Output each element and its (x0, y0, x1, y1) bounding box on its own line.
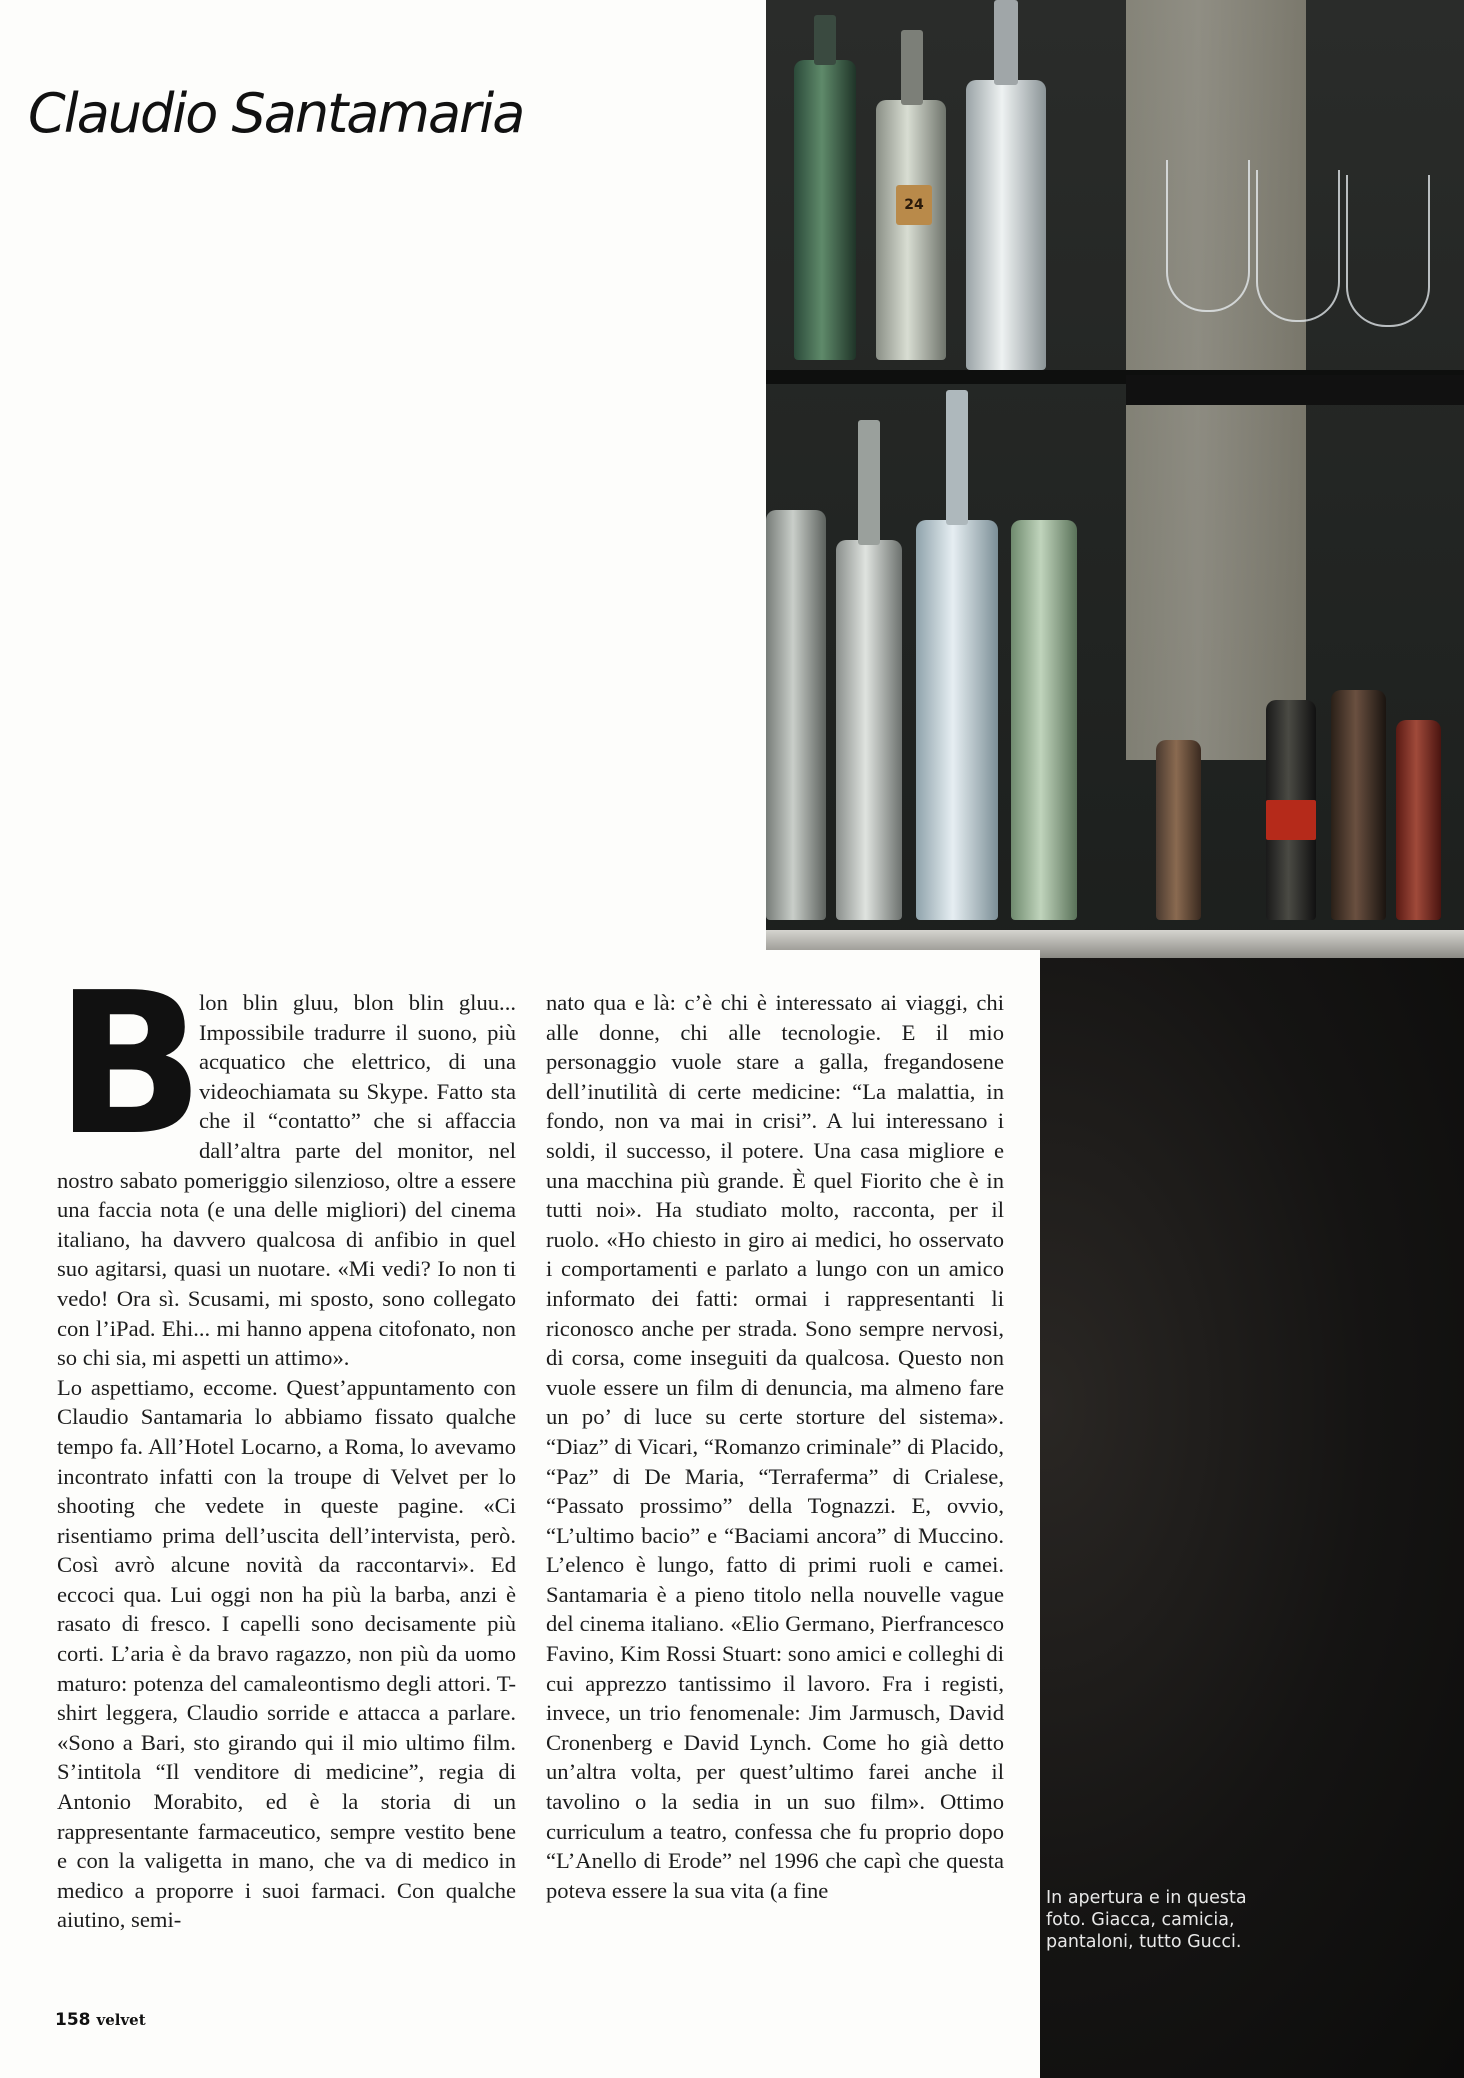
photo-caption: In apertura e in questa foto. Giacca, camicia, pantaloni, tutto Gucci. (1046, 1888, 1247, 1952)
article-paragraph-text: lon blin gluu, blon blin gluu... Impossibile tradurre il suono, più acquatico che elettrico, di una videochiamata su Skype. Fatto sta che il “contatto” che si affaccia dall’altra parte del monitor, nel nostro sabato pomeriggio silenzioso, oltre a essere una faccia nota (e una delle migliori) del cinema italiano, ha davvero qualcosa di anfibio in quel suo agitarsi, quasi un nuotare. «Mi vedi? Io non ti vedo! Ora sì. Scusami, mi sposto, sono collegato con l’iPad. Ehi... mi hanno appena citofonato, non so chi sia, mi aspetti un attimo». (57, 990, 516, 1371)
photo-bottle (1011, 520, 1077, 920)
article-paragraph (55, 951, 516, 1373)
article-paragraph: Lo aspettiamo, eccome. Quest’appuntamento con Claudio Santamaria lo abbiamo fissato qualche tempo fa. All’Hotel Locarno, a Roma, lo avevamo incontrato infatti con la troupe di Velvet per lo shooting che vedete in queste pagine. «Ci risentiamo prima dell’uscita dell’intervista, però. Così avrò alcune novità da raccontarvi». Ed eccoci qua. Lui oggi non ha più la barba, anzi è rasato di fresco. I capelli sono decisamente più corti. L’aria è da bravo ragazzo, non più da uomo maturo: potenza del camaleontismo degli attori. T-shirt leggera, Claudio sorride e attacca a parlare. «Sono a Bari, sto girando qui il mio ultimo film. S’intitola “Il venditore di medicine”, regia di Antonio Morabito, ed è la storia di un rappresentante farmaceutico, sempre vestito bene e con la valigetta in mano, che va di medico in medico a proporre i suoi farmaci. Con qualche aiutino, semi- (57, 1374, 516, 1933)
photo-bottle (966, 80, 1046, 370)
photo-shelf (1126, 375, 1464, 405)
photo-bottle (1396, 720, 1441, 920)
article-title: Claudio Santamaria (28, 82, 524, 145)
photo-bottle-neck (901, 30, 923, 105)
photo-bottle-neck (994, 0, 1018, 85)
drop-cap: B (55, 951, 205, 1179)
article-paragraph: nato qua e là: c’è chi è interessato ai viaggi, chi alle donne, chi alle tecnologie. E il mio personaggio vuole stare a galla, fregandosene dell’inutilità di certe medicine: “La malattia, in fondo, non va mai in crisi”. A lui interessano i soldi, il successo, il potere. Una casa migliore e una macchina più grande. È quel Fiorito che è in tutti noi». Ha studiato molto, racconta, per il ruolo. «Ho chiesto in giro ai medici, ho osservato i comportamenti e parlato a lungo con un amico informato dei fatti: ormai i rappresentanti li riconosco anche per strada. Sono sempre nervosi, di corsa, come inseguiti da qualcosa. Questo non vuole essere un film di denuncia, ma almeno fare un po’ di luce su certe storture del sistema». “Diaz” di Vicari, “Romanzo criminale” di Placido, “Paz” di De Maria, “Terraferma” di Crialese, “Passato prossimo” della Tognazzi. E, ovvio, “L’ultimo bacio” e “Baciami ancora” di Muccino. L’elenco è lungo, fatto di primi ruoli e camei. Santamaria è a pieno titolo nella nouvelle vague del cinema italiano. «Elio Germano, Pierfrancesco Favino, Kim Rossi Stuart: sono amici e colleghi di cui apprezzo tantissimo il lavoro. Fra i registi, invece, un trio fenomenale: Jim Jarmusch, David Cronenberg e David Lynch. Come ho già detto un’altra volta, per quest’ultimo farei anche il tavolino o la sedia in un suo film». Ottimo curriculum a teatro, confessa che fu proprio dopo “L’Anello di Erode” nel 1996 che capì che questa poteva essere la sua vita (a fine (546, 990, 1004, 1903)
photo-bottle-neck (814, 15, 836, 65)
bottle-label-text: 24 (904, 197, 924, 213)
page-folio (55, 2010, 146, 2030)
photo-bottle (836, 540, 902, 920)
photo-bottle-label (896, 185, 932, 225)
magazine-name: velvet (96, 2011, 146, 2029)
article-column-2 (546, 988, 1004, 1905)
photo-bottle (916, 520, 998, 920)
photo-bottle (1156, 740, 1201, 920)
page-number: 158 (55, 2010, 91, 2030)
photo-bottle-neck (946, 390, 968, 525)
photo-bottle (876, 100, 946, 360)
article-column-1 (55, 951, 516, 1935)
photo-bottle (766, 510, 826, 920)
photo-bottle (794, 60, 856, 360)
photo-glass (1346, 175, 1430, 327)
photo-glass (1256, 170, 1340, 322)
photo-bottle (1331, 690, 1386, 920)
photo-glass (1166, 160, 1250, 312)
photo-bottle-neck (858, 420, 880, 545)
photo-bottle (1266, 800, 1316, 840)
